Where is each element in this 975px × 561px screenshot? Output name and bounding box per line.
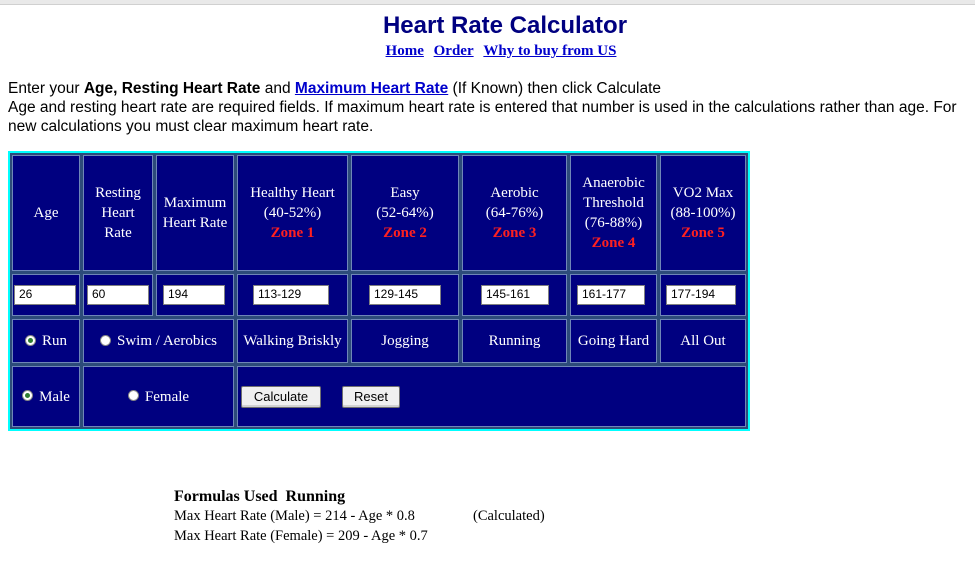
reset-button[interactable]: Reset: [342, 386, 400, 408]
top-nav: [0, 43, 975, 60]
calculate-button[interactable]: Calculate: [241, 386, 321, 408]
female-radio[interactable]: [128, 390, 139, 401]
male-option[interactable]: Male: [12, 366, 80, 427]
formula-male: Max Heart Rate (Male) = 214 - Age * 0.8 (Calculated): [174, 508, 545, 524]
female-option[interactable]: Female: [83, 366, 234, 427]
zone5-activity: All Out: [660, 319, 746, 363]
header-zone2: Easy (52-64%) Zone 2: [351, 155, 459, 271]
run-radio[interactable]: [25, 335, 36, 346]
run-option[interactable]: Run: [12, 319, 80, 363]
zone2-activity: Jogging: [351, 319, 459, 363]
male-radio[interactable]: [22, 390, 33, 401]
header-zone4: Anaerobic Threshold (76-88%) Zone 4: [570, 155, 657, 271]
swim-option[interactable]: Swim / Aerobics: [83, 319, 234, 363]
formula-female: Max Heart Rate (Female) = 209 - Age * 0.7: [174, 528, 428, 544]
nav-home-link[interactable]: Home: [385, 43, 424, 59]
calculated-note: (Calculated): [473, 508, 545, 524]
intro-and: and: [264, 80, 291, 97]
nav-order-link[interactable]: Order: [433, 43, 474, 59]
header-zone1: Healthy Heart (40-52%) Zone 1: [237, 155, 348, 271]
zone3-activity: Running: [462, 319, 567, 363]
header-maximum: Maximum Heart Rate: [156, 155, 234, 271]
instructions: [8, 79, 973, 136]
zone1-output[interactable]: 113-129: [253, 285, 329, 305]
zone3-output[interactable]: 145-161: [481, 285, 549, 305]
max-heart-rate-link[interactable]: Maximum Heart Rate: [294, 80, 449, 97]
age-input[interactable]: 26: [14, 285, 76, 305]
browser-top-strip: [0, 0, 975, 5]
zone4-output[interactable]: 161-177: [577, 285, 645, 305]
header-age: Age: [12, 155, 80, 271]
resting-hr-input[interactable]: 60: [87, 285, 149, 305]
zone5-output[interactable]: 177-194: [666, 285, 736, 305]
max-hr-input[interactable]: 194: [163, 285, 225, 305]
zone4-activity: Going Hard: [570, 319, 657, 363]
header-zone3: Aerobic (64-76%) Zone 3: [462, 155, 567, 271]
nav-why-buy-link[interactable]: Why to buy from US: [483, 43, 617, 59]
formulas-section: [174, 488, 545, 546]
swim-radio[interactable]: [100, 335, 111, 346]
zone2-output[interactable]: 129-145: [369, 285, 441, 305]
intro-enter: Enter your: [8, 80, 80, 97]
formulas-heading: Formulas Used Running: [174, 488, 346, 505]
zone1-activity: Walking Briskly: [237, 319, 348, 363]
calculator-table: [8, 151, 750, 431]
header-resting: Resting Heart Rate: [83, 155, 153, 271]
header-zone5: VO2 Max (88-100%) Zone 5: [660, 155, 746, 271]
page-title: Heart Rate Calculator: [382, 12, 628, 39]
intro-rest: (If Known) then click Calculate: [452, 80, 662, 97]
intro-line2: Age and resting heart rate are required fields. If maximum heart rate is entered that number is used in the calculations rather than age. For new calculations you must clear maximum heart rate.: [8, 99, 957, 135]
intro-required-fields: Age, Resting Heart Rate: [83, 80, 261, 97]
